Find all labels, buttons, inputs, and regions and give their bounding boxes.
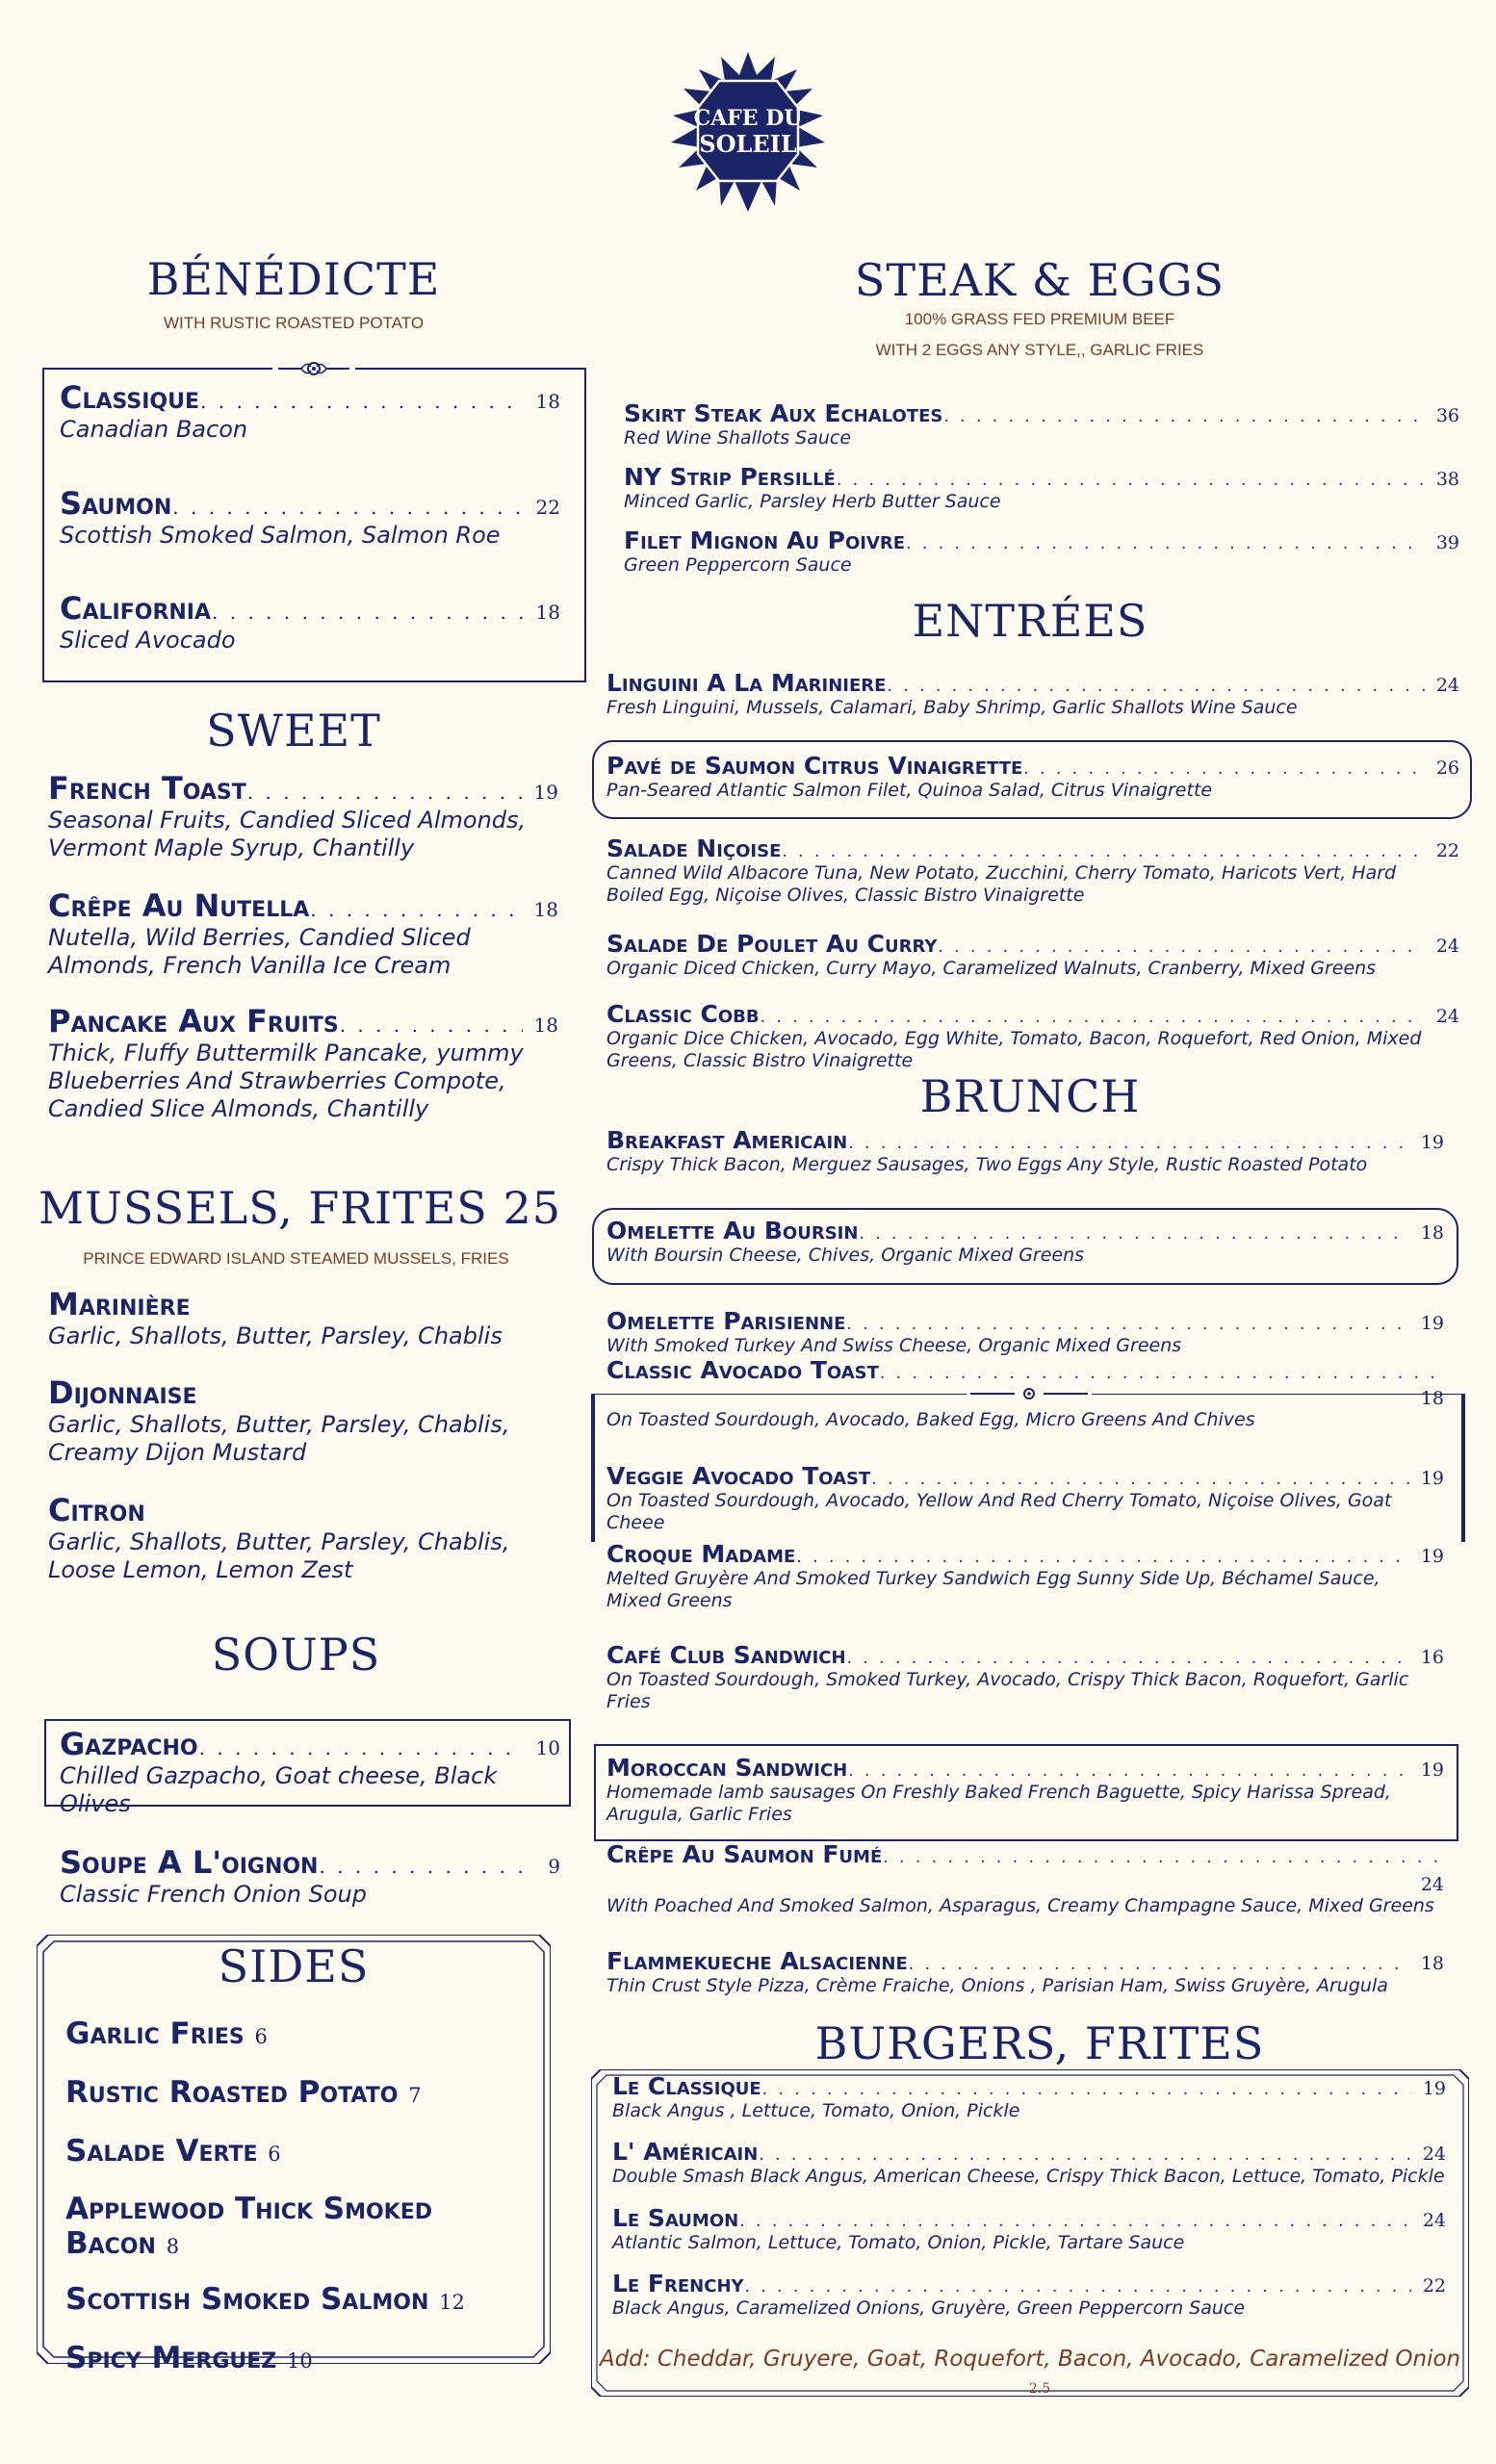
sides-title: SIDES	[218, 1940, 370, 1992]
item-description: Atlantic Salmon, Lettuce, Tomato, Onion, Pickle, Tartare Sauce	[612, 2232, 1185, 2253]
item-price: 18	[1420, 1953, 1444, 1974]
item-price: 19	[1420, 1468, 1444, 1489]
item-name: Breakfast Americain	[606, 1126, 848, 1154]
item-description: Homemade lamb sausages On Freshly Baked French Baguette, Spicy Harissa Spread, Arugula, Garlic Fries	[606, 1782, 1391, 1825]
item-description: On Toasted Sourdough, Avocado, Baked Egg, Micro Greens And Chives	[606, 1409, 1255, 1430]
item-name: Marinière	[48, 1286, 191, 1322]
menu-item	[606, 752, 1459, 802]
item-description: Thin Crust Style Pizza, Crème Fraiche, Onions , Parisian Ham, Swiss Gruyère, Arugula	[606, 1975, 1388, 1996]
item-description: With Poached And Smoked Salmon, Asparagus, Creamy Champagne Sauce, Mixed Greens	[606, 1895, 1434, 1916]
item-price: 22	[1435, 840, 1459, 861]
item-price: 19	[1420, 1313, 1444, 1334]
item-description: Melted Gruyère And Smoked Turkey Sandwich Egg Sunny Side Up, Béchamel Sauce, Mixed Greens	[606, 1568, 1380, 1611]
item-description: Green Peppercorn Sauce	[624, 554, 852, 576]
item-name: Le Classique	[612, 2072, 761, 2100]
item-name: Veggie Avocado Toast	[606, 1462, 871, 1490]
item-price: 24	[1422, 2143, 1446, 2165]
menu-item	[48, 1492, 549, 1584]
side-item	[65, 2193, 518, 2261]
menu-item	[606, 1840, 1444, 1917]
item-name: Croque Madame	[606, 1540, 796, 1568]
side-item	[65, 2135, 281, 2169]
item-name: Le Saumon	[612, 2204, 739, 2232]
item-description: With Boursin Cheese, Chives, Organic Mixed Greens	[606, 1245, 1085, 1266]
menu-item	[606, 1356, 1444, 1431]
item-description: Black Angus, Caramelized Onions, Gruyère, Green Peppercorn Sauce	[612, 2297, 1246, 2319]
item-description: Canned Wild Albacore Tuna, New Potato, Zucchini, Cherry Tomato, Haricots Vert, Hard Boiled Egg, Niçoise Olives, Classic Bistro Vinaigrette	[606, 862, 1397, 906]
item-description: Sliced Avocado	[60, 627, 236, 654]
item-description: Black Angus , Lettuce, Tomato, Onion, Pickle	[612, 2100, 1020, 2121]
menu-item	[624, 526, 1459, 577]
item-description: Thick, Fluffy Buttermilk Pancake, yummy Blueberries And Strawberries Compote, Candied Slice Almonds, Chantilly	[48, 1040, 524, 1122]
item-description: With Smoked Turkey And Swiss Cheese, Organic Mixed Greens	[606, 1335, 1182, 1356]
item-price: 24	[1435, 675, 1459, 696]
item-name: Saumon	[60, 485, 172, 522]
item-price: 9	[548, 1855, 560, 1878]
menu-item	[612, 2072, 1446, 2122]
mussels-title: MUSSELS, FRITES 25	[39, 1182, 561, 1234]
burger-addons: Add: Cheddar, Gruyere, Goat, Roquefort, Bacon, Avocado, Caramelized Onion	[599, 2347, 1461, 2372]
logo-text-line2: SOLEIL	[699, 130, 797, 158]
item-price: 24	[1420, 1874, 1444, 1895]
soups-title: SOUPS	[211, 1629, 381, 1681]
item-name: Crêpe Au Saumon Fumé	[606, 1840, 883, 1868]
brunch-title: BRUNCH	[919, 1070, 1141, 1122]
item-name: Pavé de Saumon Citrus Vinaigrette	[606, 752, 1023, 780]
item-name: Crêpe Au Nutella	[48, 887, 310, 924]
item-price: 19	[1420, 1546, 1444, 1567]
item-description: Garlic, Shallots, Butter, Parsley, Chablis, Creamy Dijon Mustard	[48, 1411, 510, 1466]
menu-item	[606, 834, 1459, 907]
menu-item	[612, 2270, 1446, 2320]
cafe-du-soleil-logo	[622, 25, 874, 237]
steak-subtitle-2: WITH 2 EGGS ANY STYLE,, GARLIC FRIES	[875, 341, 1204, 359]
item-name: Linguini A La Mariniere	[606, 669, 887, 697]
item-description: Garlic, Shallots, Butter, Parsley, Chablis, Loose Lemon, Lemon Zest	[48, 1528, 510, 1583]
menu-item	[606, 1754, 1444, 1826]
item-price: 7	[408, 2084, 422, 2107]
side-item	[65, 2342, 313, 2376]
item-description: Chilled Gazpacho, Goat cheese, Black Olives	[60, 1762, 498, 1817]
menu-item	[48, 1003, 558, 1122]
menu-item	[606, 1947, 1444, 1997]
item-description: Organic Dice Chicken, Avocado, Egg White, Tomato, Bacon, Roquefort, Red Onion, Mixed Greens, Classic Bistro Vinaigrette	[606, 1028, 1422, 1071]
menu-item	[606, 1540, 1444, 1612]
side-item	[65, 2017, 268, 2052]
item-price: 18	[535, 601, 560, 624]
menu-item	[60, 1844, 560, 1909]
item-description: Scottish Smoked Salmon, Salmon Roe	[60, 522, 501, 549]
item-name: Applewood Thick Smoked Bacon	[65, 2192, 433, 2261]
menu-item	[60, 485, 560, 550]
item-price: 18	[533, 1014, 558, 1037]
item-price: 12	[439, 2291, 465, 2314]
menu-item	[612, 2138, 1446, 2188]
sweet-title: SWEET	[206, 705, 381, 757]
item-name: Scottish Smoked Salmon	[65, 2282, 429, 2317]
item-price: 26	[1435, 757, 1459, 779]
item-name: Filet Mignon Au Poivre	[624, 526, 906, 554]
menu-item	[606, 1217, 1444, 1267]
item-price: 19	[1420, 1132, 1444, 1153]
item-name: Classic Cobb	[606, 1000, 760, 1028]
menu-item	[60, 379, 560, 444]
menu-item	[60, 590, 560, 654]
menu-item	[48, 770, 558, 862]
menu-item	[606, 1641, 1444, 1713]
item-price: 22	[535, 496, 560, 519]
logo-text-line1: CAFE DU	[693, 106, 803, 131]
item-price: 6	[268, 2143, 281, 2166]
item-name: NY Strip Persillé	[624, 463, 836, 491]
item-price: 18	[1420, 1388, 1444, 1409]
steak-title: STEAK & EGGS	[854, 254, 1225, 306]
entrees-title: ENTRÉES	[912, 595, 1148, 647]
item-name: L' Américain	[612, 2138, 759, 2166]
menu-item	[48, 887, 558, 980]
menu-item	[606, 930, 1459, 980]
item-description: Crispy Thick Bacon, Merguez Sausages, Two Eggs Any Style, Rustic Roasted Potato	[606, 1154, 1368, 1175]
item-price: 10	[535, 1736, 560, 1759]
item-description: Pan-Seared Atlantic Salmon Filet, Quinoa Salad, Citrus Vinaigrette	[606, 780, 1213, 801]
item-price: 10	[287, 2349, 313, 2373]
item-name: Le Frenchy	[612, 2270, 744, 2297]
menu-item	[612, 2204, 1446, 2254]
item-description: Double Smash Black Angus, American Cheese, Crispy Thick Bacon, Lettuce, Tomato, Pickle	[612, 2166, 1445, 2187]
item-description: Red Wine Shallots Sauce	[624, 427, 852, 449]
item-description: Organic Diced Chicken, Curry Mayo, Caramelized Walnuts, Cranberry, Mixed Greens	[606, 958, 1377, 979]
menu-item	[624, 463, 1459, 513]
item-price: 24	[1435, 1006, 1459, 1027]
item-price: 16	[1420, 1647, 1444, 1668]
menu-item	[606, 1462, 1444, 1534]
item-name: Rustic Roasted Potato	[65, 2075, 399, 2110]
item-description: Nutella, Wild Berries, Candied Sliced Almonds, French Vanilla Ice Cream	[48, 924, 471, 979]
item-price: 19	[1420, 1759, 1444, 1781]
ornament-divider	[272, 358, 355, 379]
item-description: Minced Garlic, Parsley Herb Butter Sauce	[624, 491, 1001, 512]
item-description: On Toasted Sourdough, Smoked Turkey, Avocado, Crispy Thick Bacon, Roquefort, Garlic Fries	[606, 1669, 1409, 1712]
benedicte-subtitle: WITH RUSTIC ROASTED POTATO	[163, 314, 425, 332]
item-price: 18	[533, 898, 558, 921]
item-name: Flammekueche Alsacienne	[606, 1947, 908, 1975]
item-name: Moroccan Sandwich	[606, 1754, 848, 1782]
item-price: 22	[1422, 2275, 1446, 2297]
side-item	[65, 2076, 422, 2111]
item-name: California	[60, 590, 212, 627]
item-name: Salade Niçoise	[606, 834, 782, 862]
item-description: Garlic, Shallots, Butter, Parsley, Chablis	[48, 1322, 503, 1349]
addon-price: 2.5	[1028, 2381, 1051, 2397]
mussels-subtitle: PRINCE EDWARD ISLAND STEAMED MUSSELS, FRIES	[83, 1249, 509, 1268]
item-description: Canadian Bacon	[60, 416, 248, 443]
item-name: Citron	[48, 1492, 145, 1528]
menu-item	[60, 1726, 560, 1818]
item-price: 39	[1435, 532, 1459, 553]
menu-item	[48, 1286, 549, 1350]
item-price: 19	[1422, 2078, 1446, 2099]
item-name: Classique	[60, 379, 200, 416]
item-name: Dijonnaise	[48, 1374, 197, 1411]
menu-item	[606, 1126, 1444, 1176]
benedicte-title: BÉNÉDICTE	[146, 253, 441, 305]
item-description: Classic French Onion Soup	[60, 1881, 367, 1908]
side-item	[65, 2283, 465, 2318]
steak-subtitle-1: 100% GRASS FED PREMIUM BEEF	[904, 310, 1175, 328]
item-description: On Toasted Sourdough, Avocado, Yellow And Red Cherry Tomato, Niçoise Olives, Goat Cheee	[606, 1490, 1392, 1533]
item-name: Soupe A L'oignon	[60, 1844, 319, 1881]
item-name: Classic Avocado Toast	[606, 1356, 879, 1384]
item-name: Omelette Parisienne	[606, 1307, 846, 1335]
item-name: Spicy Merguez	[65, 2341, 277, 2375]
item-price: 36	[1435, 405, 1459, 426]
item-price: 8	[166, 2234, 180, 2258]
item-name: Gazpacho	[60, 1726, 198, 1762]
item-name: Salade Verte	[65, 2134, 258, 2169]
item-price: 24	[1435, 936, 1459, 957]
item-description: Fresh Linguini, Mussels, Calamari, Baby Shrimp, Garlic Shallots Wine Sauce	[606, 697, 1298, 718]
burgers-title: BURGERS, FRITES	[814, 2017, 1265, 2069]
item-price: 38	[1435, 469, 1459, 490]
item-name: Garlic Fries	[65, 2016, 245, 2051]
item-description: Seasonal Fruits, Candied Sliced Almonds, Vermont Maple Syrup, Chantilly	[48, 807, 527, 861]
item-name: Skirt Steak Aux Echalotes	[624, 399, 943, 427]
menu-item	[606, 1000, 1459, 1072]
menu-item	[624, 399, 1459, 449]
item-name: French Toast	[48, 770, 246, 807]
menu-item	[606, 669, 1459, 719]
item-price: 18	[535, 390, 560, 413]
item-name: Café Club Sandwich	[606, 1641, 846, 1669]
item-price: 18	[1420, 1222, 1444, 1244]
item-price: 6	[254, 2025, 268, 2048]
menu-item	[48, 1374, 549, 1467]
menu-item	[606, 1307, 1444, 1357]
item-name: Pancake Aux Fruits	[48, 1003, 339, 1040]
item-price: 19	[533, 781, 558, 804]
item-price: 24	[1422, 2210, 1446, 2231]
item-name: Omelette Au Boursin	[606, 1217, 859, 1245]
item-name: Salade De Poulet Au Curry	[606, 930, 938, 958]
